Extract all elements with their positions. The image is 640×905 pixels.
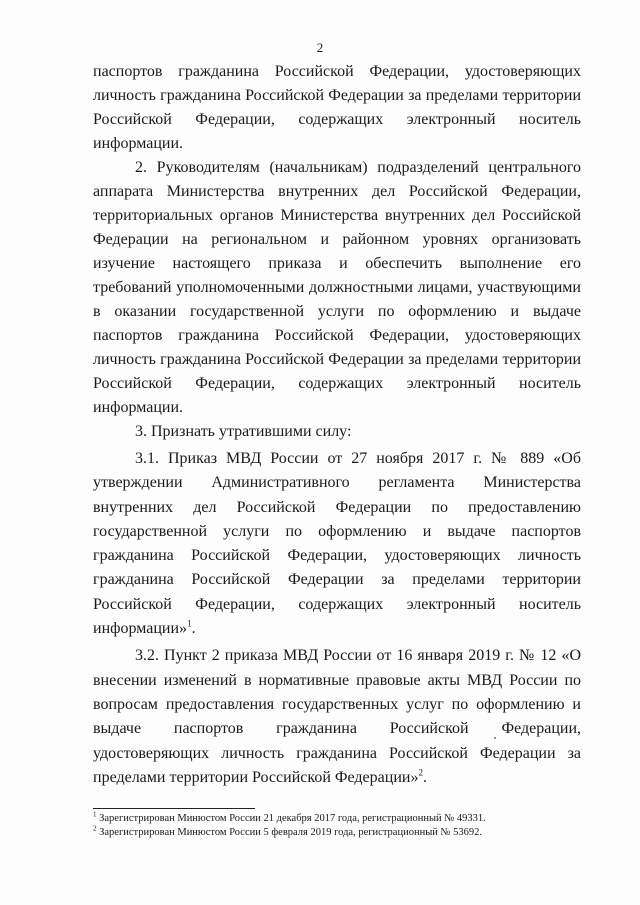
paragraph-3-2 [93,644,581,790]
paragraph-3: 3. Признать утратившими силу: [135,423,352,440]
footnotes [93,812,581,840]
footnote-1 [93,812,581,826]
footnote-2-text: Зарегистрирован Минюстом России 5 февраля 2019 года, регистрационный № 53692. [99,827,483,838]
footnote-1-text: Зарегистрирован Минюстом России 21 декабря 2017 года, регистрационный № 49331. [99,813,486,824]
paragraph-3-1-period: . [191,620,196,638]
footnote-divider [93,808,255,809]
footnote-1-mark: 1 [93,810,97,819]
paragraph-2: 2. Руководителям (начальникам) подразделений центрального аппарата Министерства внутренних дел Российской Федерации, территориальных органов Министерства внутренних дел Российской Федерации на региональном и районном уровнях организовать изучение настоящего приказа и обеспечить выполнение его требований уполномоченными должностными лицами, участвующими в оказании государственной услуги по оформлению и выдаче паспортов гражданина Российской Федерации, удостоверяющих личность гражданина Российской Федерации за пределами территории Российской Федерации, содержащих электронный носитель информации. [93,159,581,416]
document-body [93,60,581,790]
paragraph-continuation: паспортов гражданина Российской Федерации, удостоверяющих личность гражданина Российской Федерации за пределами территории Российской Федерации, содержащих электронный носитель информации. [93,63,581,152]
paragraph-3-2-text: 3.2. Пункт 2 приказа МВД России от 16 января 2019 г. № 12 «О внесении изменений в нормативные правовые акты МВД России по вопросам предоставления государственных услуг по оформлению и выдаче паспортов гражданина Российской Федерации, удостоверяющих личность гражданина Российской Федерации за пределами территории Российской Федерации» [93,647,581,786]
paragraph-3-2-period: . [422,768,427,786]
page-number: 2 [316,40,324,55]
footnote-ref-1: 1 [187,618,192,629]
footnote-2 [93,826,581,840]
scan-artifact-dot [494,737,496,739]
footnote-2-mark: 2 [93,824,97,833]
paragraph-3-1 [93,447,581,641]
footnote-ref-2: 2 [418,767,423,778]
paragraph-3-1-text: 3.1. Приказ МВД России от 27 ноября 2017 г. № 889 «Об утверждении Административного регламента Министерства внутренних дел Российской Федерации по предоставлению государственной услуги по оформлению и выдаче паспортов гражданина Российской Федерации, удостоверяющих личность гражданина Российской Федерации за пределами территории Российской Федерации, содержащих электронный носитель информации» [93,450,581,638]
